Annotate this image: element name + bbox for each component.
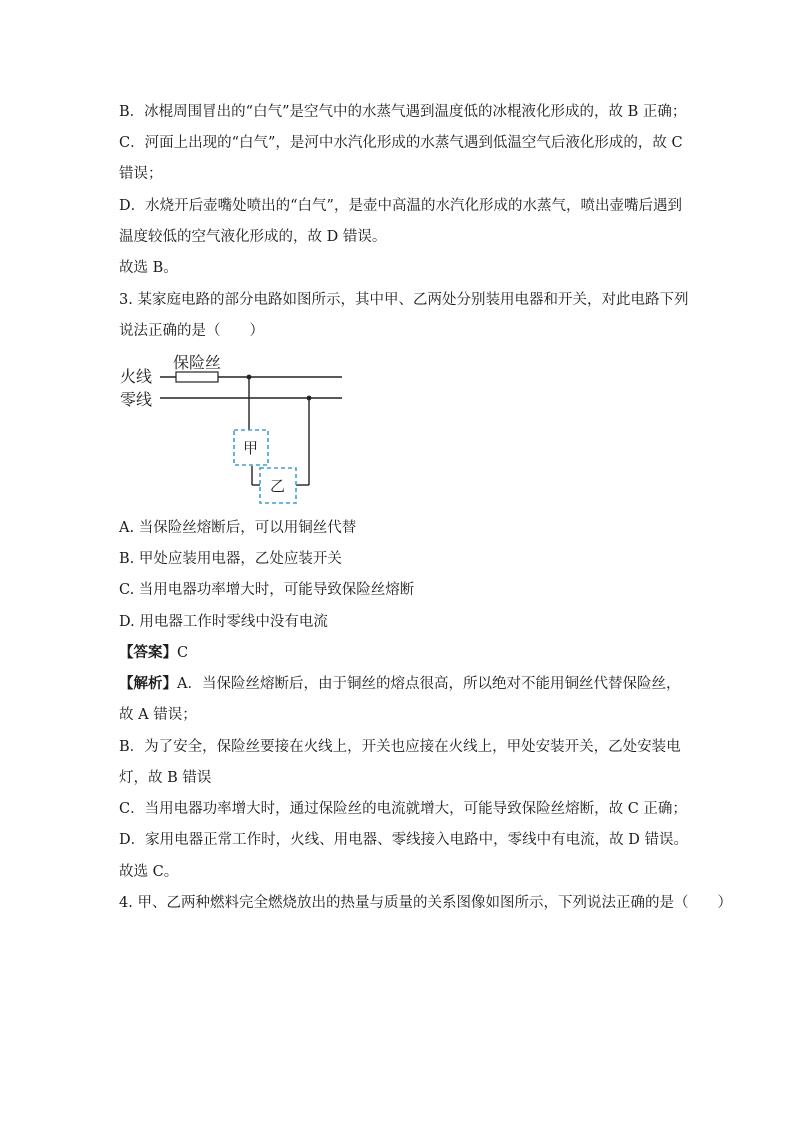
- analysis-line-2: 故 A 错误；: [119, 707, 197, 723]
- analysis-line-d-cont: 温度较低的空气液化形成的，故 D 错误。: [119, 229, 387, 245]
- analysis-line-c-cont: 错误；: [119, 166, 163, 182]
- question-3-stem-cont: 说法正确的是（ ）: [119, 323, 264, 339]
- analysis-text: A．当保险丝熔断后，由于铜丝的熔点很高，所以绝对不能用铜丝代替保险丝，: [177, 676, 681, 692]
- option-a: A. 当保险丝熔断后，可以用铜丝代替: [119, 520, 357, 536]
- box-jia-label: 甲: [243, 439, 259, 457]
- analysis-line-c: C．河面上出现的“白气”，是河中水汽化形成的水蒸气遇到低温空气后液化形成的，故 C: [119, 135, 683, 151]
- analysis-line-d: D．水烧开后壶嘴处喷出的“白气”，是壶中高温的水汽化形成的水蒸气，喷出壶嘴后遇到: [119, 198, 682, 214]
- question-4-stem: 4. 甲、乙两种燃料完全燃烧放出的热量与质量的关系图像如图所示，下列说法正确的是（ ）: [119, 895, 732, 911]
- analysis-line-6: D．家用电器正常工作时，火线、用电器、零线接入电路中，零线中有电流，故 D 错误。: [119, 832, 688, 848]
- option-c: C. 当用电器功率增大时，可能导致保险丝熔断: [119, 582, 415, 598]
- box-yi-label: 乙: [270, 477, 286, 495]
- conclusion-q3: 故选 C。: [119, 864, 179, 880]
- analysis-line-b: B．冰棍周围冒出的“白气”是空气中的水蒸气遇到温度低的冰棍液化形成的，故 B 正确；: [119, 104, 687, 120]
- fuse-element: [176, 372, 218, 382]
- analysis-line-5: C．当用电器功率增大时，通过保险丝的电流就增大，可能导致保险丝熔断，故 C 正确；: [119, 801, 687, 817]
- option-d: D. 用电器工作时零线中没有电流: [119, 614, 328, 630]
- analysis-label: 【解析】: [119, 675, 177, 692]
- question-3-stem: 3. 某家庭电路的部分电路如图所示，其中甲、乙两处分别装用电器和开关，对此电路下列: [119, 292, 689, 308]
- answer-line: [119, 643, 188, 663]
- answer-value: C: [177, 645, 189, 661]
- neutral-wire-label: 零线: [120, 390, 153, 409]
- fuse-label: 保险丝: [173, 353, 222, 372]
- answer-label: 【答案】: [119, 644, 177, 661]
- analysis-first-line: [119, 674, 680, 694]
- analysis-line-3: B．为了安全，保险丝要接在火线上，开关也应接在火线上，甲处安装开关，乙处安装电: [119, 739, 681, 755]
- live-wire-label: 火线: [120, 367, 153, 386]
- conclusion-line: 故选 B。: [119, 260, 178, 276]
- circuit-diagram: [116, 350, 356, 510]
- option-b: B. 甲处应装用电器，乙处应装开关: [119, 551, 342, 567]
- analysis-line-4: 灯，故 B 错误: [119, 770, 212, 786]
